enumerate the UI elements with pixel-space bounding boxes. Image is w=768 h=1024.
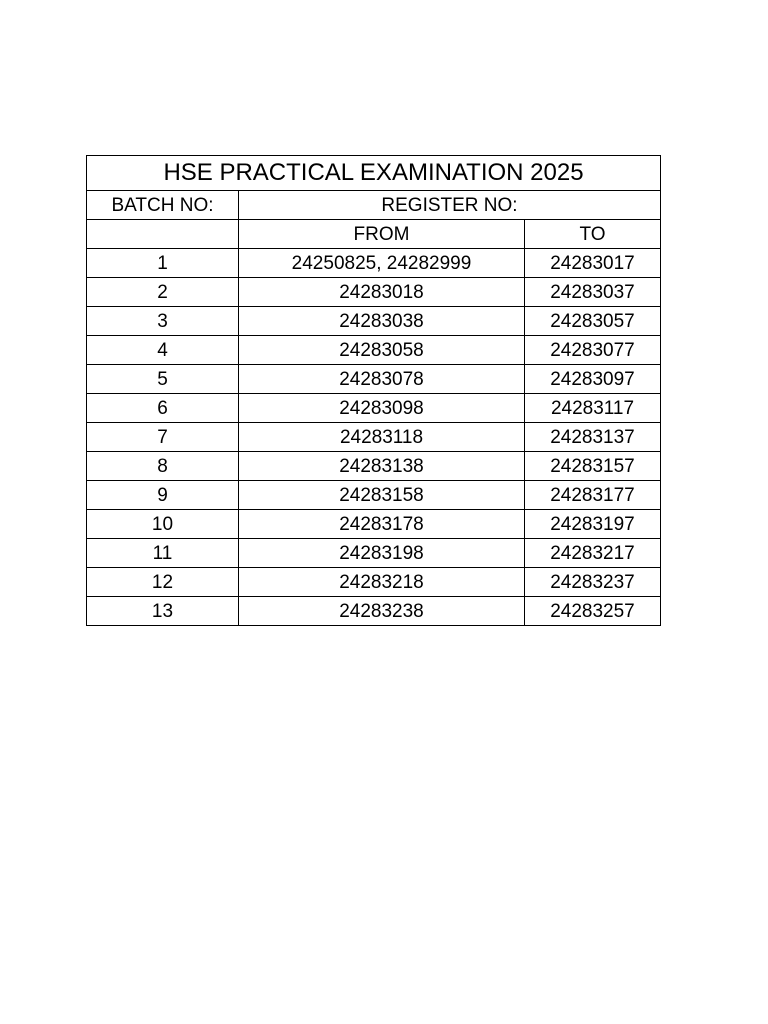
batch-register-table [86,155,661,626]
from-header: FROM [239,220,525,249]
table-row [87,597,661,626]
table-row [87,510,661,539]
table-title: HSE PRACTICAL EXAMINATION 2025 [87,156,661,191]
table-row [87,365,661,394]
batch-no-cell: 12 [87,568,239,597]
batch-no-cell: 2 [87,278,239,307]
table-row [87,481,661,510]
register-from-cell: 24283138 [239,452,525,481]
table-row [87,423,661,452]
batch-no-header: BATCH NO: [87,191,239,220]
register-to-cell: 24283197 [525,510,661,539]
table-row [87,568,661,597]
batch-no-cell: 3 [87,307,239,336]
register-from-cell: 24283238 [239,597,525,626]
register-to-cell: 24283137 [525,423,661,452]
document-sheet [86,155,660,626]
register-from-cell: 24283038 [239,307,525,336]
register-to-cell: 24283257 [525,597,661,626]
register-no-header: REGISTER NO: [239,191,661,220]
table-row [87,249,661,278]
register-from-cell: 24283078 [239,365,525,394]
register-from-cell: 24283178 [239,510,525,539]
register-to-cell: 24283177 [525,481,661,510]
register-to-cell: 24283117 [525,394,661,423]
register-from-cell: 24283018 [239,278,525,307]
register-from-cell: 24283158 [239,481,525,510]
subheader-row [87,220,661,249]
register-from-cell: 24283058 [239,336,525,365]
title-row [87,156,661,191]
empty-header-cell [87,220,239,249]
table-row [87,452,661,481]
register-from-cell: 24250825, 24282999 [239,249,525,278]
table-row [87,278,661,307]
table-row [87,307,661,336]
to-header: TO [525,220,661,249]
batch-no-cell: 10 [87,510,239,539]
batch-no-cell: 1 [87,249,239,278]
register-from-cell: 24283198 [239,539,525,568]
register-from-cell: 24283098 [239,394,525,423]
table-row [87,394,661,423]
register-to-cell: 24283037 [525,278,661,307]
register-to-cell: 24283217 [525,539,661,568]
register-to-cell: 24283017 [525,249,661,278]
batch-no-cell: 6 [87,394,239,423]
header-row [87,191,661,220]
batch-no-cell: 5 [87,365,239,394]
table-row [87,336,661,365]
register-from-cell: 24283118 [239,423,525,452]
batch-no-cell: 7 [87,423,239,452]
register-to-cell: 24283157 [525,452,661,481]
table-body [87,156,661,626]
register-to-cell: 24283097 [525,365,661,394]
batch-no-cell: 13 [87,597,239,626]
batch-no-cell: 8 [87,452,239,481]
batch-no-cell: 11 [87,539,239,568]
register-to-cell: 24283077 [525,336,661,365]
register-to-cell: 24283237 [525,568,661,597]
register-to-cell: 24283057 [525,307,661,336]
batch-no-cell: 4 [87,336,239,365]
batch-no-cell: 9 [87,481,239,510]
register-from-cell: 24283218 [239,568,525,597]
table-row [87,539,661,568]
